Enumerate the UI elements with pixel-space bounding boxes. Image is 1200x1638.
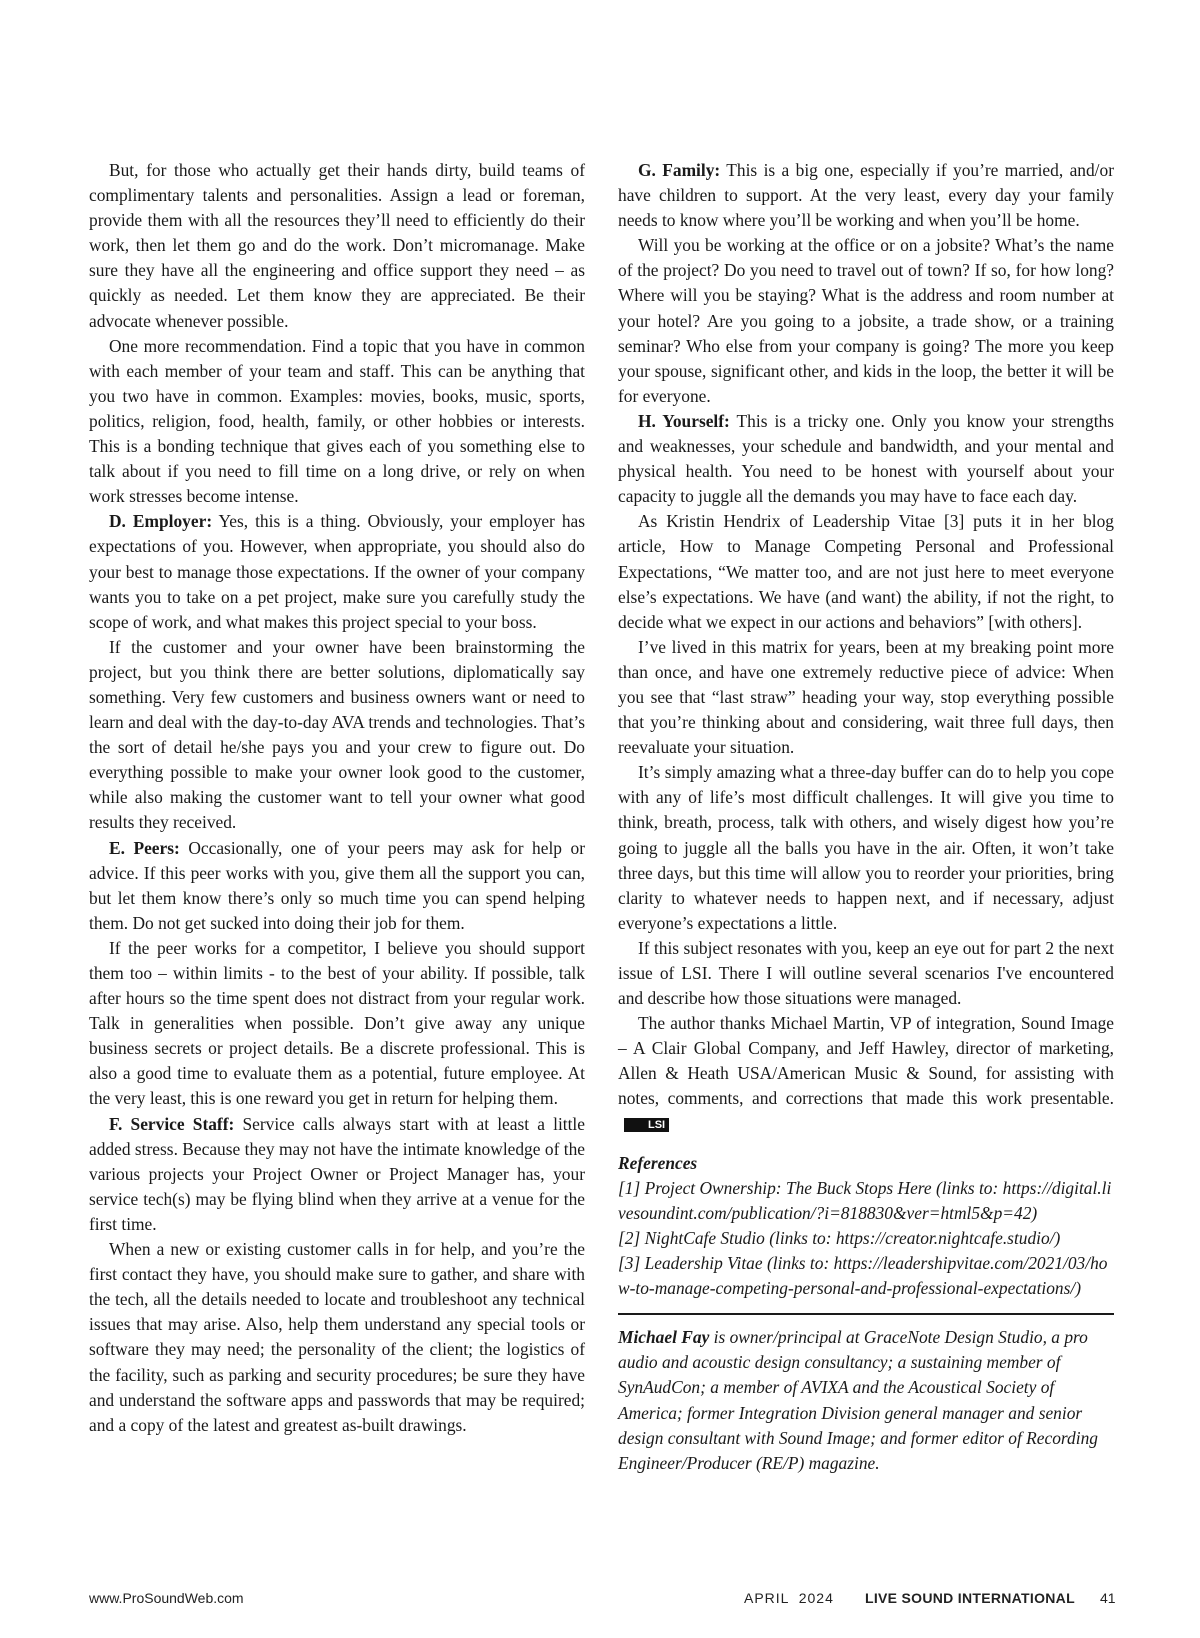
body-paragraph: I’ve lived in this matrix for years, been at my breaking point more than once, and have one extremely reductive piece of advice: When you see that “last straw” heading your way, stop everything possible that you’re thinking about and considering, wait three full days, then reevaluate your situation.	[618, 636, 1114, 758]
body-paragraph: Will you be working at the office or on a jobsite? What’s the name of the project? Do you need to travel out of town? If so, for how long? Where will you be staying? What is the address and room number at your hotel? Are you going to a jobsite, a trade show, or a training seminar? Who else from your company is going? The more you keep your spouse, significant other, and kids in the loop, the better it will be for everyone.	[618, 235, 1114, 406]
peers-heading: E. Peers:	[109, 837, 180, 858]
references-heading: References	[618, 1152, 698, 1173]
author-bio	[618, 1325, 1114, 1476]
employer-text: Yes, this is a thing. Obviously, your employer has expectations of you. However, when appropriate, you should also do your best to manage those expectations. If the owner of your company wants you to take on a pet project, make sure you carefully study the scope of work, and what makes this project special to your boss.	[89, 511, 585, 632]
body-paragraph: If this subject resonates with you, keep an eye out for part 2 the next issue of LSI. There I will outline several scenarios I've encountered and describe how those situations were managed.	[618, 937, 1114, 1009]
acknowledgement-text: The author thanks Michael Martin, VP of integration, Sound Image – A Clair Global Company, and Jeff Hawley, director of marketing, Allen & Heath USA/American Music & Sound, for assisting with notes, comments, and corrections that made this work presentable.	[618, 1013, 1114, 1109]
author-bio-text: is owner/principal at GraceNote Design Studio, a pro audio and acoustic design consultancy; a sustaining member of SynAudCon; a member of AVIXA and the Acoustical Society of America; former Integration Division general manager and senior design consultant with Sound Image; and former editor of Recording Engineer/Producer (RE/P) magazine.	[618, 1327, 1098, 1473]
footer-website: www.ProSoundWeb.com	[89, 1590, 244, 1606]
family-paragraph	[618, 158, 1114, 233]
footer-issue-date: APRIL 2024	[744, 1590, 834, 1606]
left-column	[89, 158, 585, 1438]
yourself-text: This is a tricky one. Only you know your strengths and weaknesses, your schedule and bandwidth, and your mental and physical health. You need to be honest with yourself about your capacity to juggle all the demands you may have to face each day.	[618, 410, 1114, 507]
body-paragraph: But, for those who actually get their hands dirty, build teams of complimentary talents and personalities. Assign a lead or foreman, provide them with all the resources they’ll need to efficiently do their work, then let them go and do the work. Don’t micromanage. Make sure they have all the engineering and office support they need – as quickly as needed. Let them know they are appreciated. Be their advocate whenever possible.	[89, 160, 585, 331]
employer-heading: D. Employer:	[109, 511, 213, 532]
body-paragraph: When a new or existing customer calls in for help, and you’re the first contact they have, you should make sure to gather, and share with the tech, all the details needed to locate and troubleshoot any technical issues that may arise. Also, help them understand any special tools or software they may need; the personality of the client; the logistics of the facility, such as parking and security procedures; be sure they have and understand the software apps and passwords that may be required; and a copy of the latest and greatest as-built drawings.	[89, 1239, 585, 1435]
body-paragraph: It’s simply amazing what a three-day buffer can do to help you cope with any of life’s most difficult challenges. It will give you time to think, breath, process, talk with others, and wisely digest how you’re going to juggle all the balls you have in the air. Often, it won’t take three days, but this time will allow you to reorder your priorities, bring clarity to whatever needs to happen next, and if necessary, adjust everyone’s expectations a little.	[618, 762, 1114, 933]
bio-divider	[618, 1313, 1114, 1315]
footer-page-number: 41	[1100, 1590, 1116, 1606]
peers-text: Occasionally, one of your peers may ask for help or advice. If this peer works with you, give them all the support you can, but let them know there’s only so much time you can spend helping them. Do not get sucked into doing their job for them.	[89, 837, 585, 933]
footer-magazine-name: LIVE SOUND INTERNATIONAL	[865, 1590, 1075, 1606]
reference-item: [1] Project Ownership: The Buck Stops Here (links to: https://digital.livesoundint.com/publication/?i=818830&ver=html5&p=42)	[618, 1177, 1112, 1223]
yourself-paragraph	[618, 409, 1114, 509]
body-paragraph: If the customer and your owner have been brainstorming the project, but you think there are better solutions, diplomatically say something. Very few customers and business owners want or need to learn and deal with the day-to-day AVA trends and technologies. That’s the sort of detail he/she pays you and your crew to figure out. Do everything possible to make your owner look good to the customer, while also making the customer want to tell your owner what good results they received.	[89, 636, 585, 833]
references-section	[618, 1151, 1114, 1302]
family-heading: G. Family:	[638, 160, 721, 180]
acknowledgement-paragraph	[618, 1011, 1114, 1136]
right-column	[618, 158, 1114, 1476]
peers-paragraph	[89, 836, 585, 936]
author-name: Michael Fay	[618, 1327, 710, 1348]
reference-item: [3] Leadership Vitae (links to: https://leadershipvitae.com/2021/03/how-to-manage-competing-personal-and-professional-expectations/)	[618, 1253, 1108, 1299]
body-paragraph: As Kristin Hendrix of Leadership Vitae [3] puts it in her blog article, How to Manage Competing Personal and Professional Expectations, “We matter too, and are not just here to meet everyone else’s expectations. We have (and want) the ability, if not the right, to decide what we expect in our actions and behaviors” [with others].	[618, 511, 1114, 632]
service-staff-heading: F. Service Staff:	[109, 1113, 235, 1134]
yourself-heading: H. Yourself:	[638, 410, 730, 431]
body-paragraph: If the peer works for a competitor, I believe you should support them too – within limits - to the best of your ability. If possible, talk after hours so the time spent does not distract from your regular work. Talk in generalities when possible. Don’t give away any unique business secrets or project details. Be a discrete professional. This is also a good time to evaluate them as a potential, future employee. At the very least, this is one reward you get in return for helping them.	[89, 937, 585, 1109]
service-staff-text: Service calls always start with at least a little added stress. Because they may not have the intimate knowledge of the various projects your Project Owner or Project Manager has, your service tech(s) may be flying blind when they arrive at a venue for the first time.	[89, 1113, 585, 1234]
reference-item: [2] NightCafe Studio (links to: https://creator.nightcafe.studio/)	[618, 1227, 1061, 1248]
employer-paragraph	[89, 509, 585, 634]
lsi-end-badge: LSI	[624, 1118, 669, 1132]
body-paragraph: One more recommendation. Find a topic that you have in common with each member of your team and staff. This can be anything that you two have in common. Examples: movies, books, music, sports, politics, religion, food, health, family, or other hobbies or interests. This is a bonding technique that gives each of you something else to talk about if you need to fill time on a long drive, or rely on when work stresses become intense.	[89, 335, 585, 507]
service-staff-paragraph	[89, 1112, 585, 1237]
family-text: This is a big one, especially if you’re married, and/or have children to support. At the very least, every day your family needs to know where you’ll be working and when you’ll be home.	[618, 160, 1114, 231]
